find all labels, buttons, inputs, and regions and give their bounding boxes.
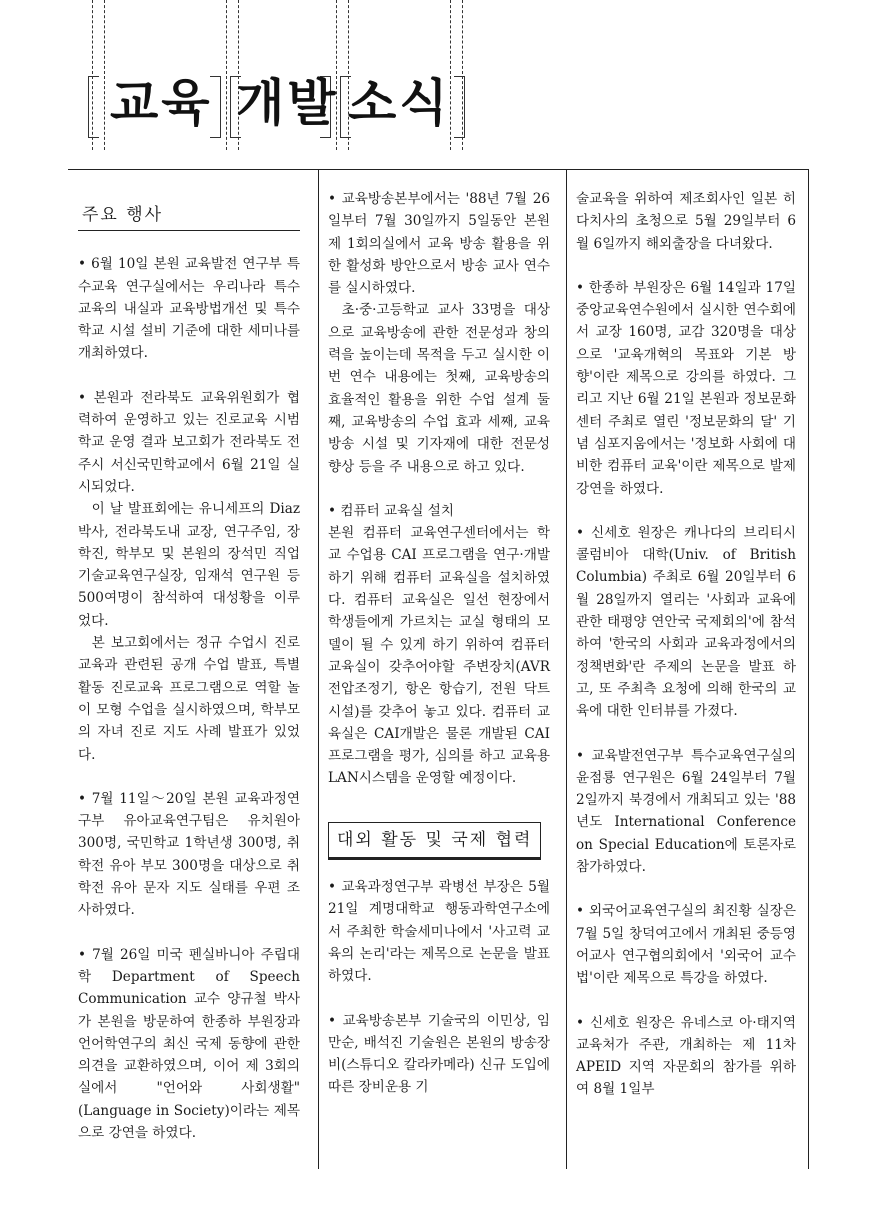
column-2 (328, 188, 550, 1099)
title-word-news: 소식 (348, 74, 451, 132)
section-heading-external-activities: 대외 활동 및 국제 협력 (328, 822, 541, 860)
article-paragraph: • 교육발전연구부 특수교육연구실의 윤점룡 연구원은 6월 24일부터 7월 2일까지 북경에서 개최되고 있는 '88년도 International Conference on Special Education에 토론자로 참가하였다. (576, 747, 796, 876)
title-word-development: 개발 (236, 74, 339, 132)
article-paragraph: • 교육방송본부 기술국의 이민상, 임만순, 배석진 기술원은 본원의 방송장비(스튜디오 칼라카메라) 신규 도입에 따른 장비운용 기 (328, 1012, 550, 1096)
article-paragraph: • 7월 11일～20일 본원 교육과정연구부 유아교육연구팀은 유치원아 300명, 국민학교 1학년생 300명, 취학전 유아 부모 300명을 대상으로 취학전 유아 문자 지도 실태를 우편 조사하였다. (78, 790, 300, 919)
bracket (88, 76, 99, 138)
bracket (454, 76, 465, 138)
article-paragraph: • 컴퓨터 교육실 설치 (328, 502, 455, 519)
article-paragraph: • 6월 10일 본원 교육발전 연구부 특수교육 연구실에서는 우리나라 특수교육의 내실과 교육방법개선 및 특수학교 시설 설비 기준에 대한 세미나를 개최하였다. (78, 256, 300, 362)
column-1 (78, 182, 300, 1144)
article-paragraph: • 교육방송본부에서는 '88년 7월 26일부터 7월 30일까지 5일동안 본원 제 1회의실에서 교육 방송 활용을 위한 활성화 방안으로서 방송 교사 연수를 실시하였다. (328, 191, 550, 297)
article-paragraph: 초·중·고등학교 교사 33명을 대상으로 교육방송에 관한 전문성과 창의력을 높이는데 목적을 두고 실시한 이번 연수 내용에는 첫째, 교육방송의 효율적인 활용을 위한 수업 설계 둘째, 교육방송의 수업 효과 세째, 교육방송 시설 및 기자재에 대한 전문성 향상 등을 주 내용으로 하고 있다. (328, 302, 550, 475)
section-heading-main-events: 주요 행사 (78, 204, 300, 231)
column-divider (566, 169, 567, 1169)
article-paragraph: 본원 컴퓨터 교육연구센터에서는 학교 수업용 CAI 프로그램을 연구·개발하기 위해 컴퓨터 교육실을 설치하였다. 컴퓨터 교육실은 일선 현장에서 학생들에게 가르치는 교실 형태의 모델이 될 수 있게 하기 위하여 컴퓨터 교육실이 갖추어야할 주변장치(AVR전압조정기, 항온 항습기, 전원 닥트시설)를 갖추어 놓고 있다. 컴퓨터 교육실은 CAI개발은 물론 개발된 CAI 프로그램을 평가, 심의를 하고 교육용 LAN시스템을 운영할 예정이다. (328, 525, 550, 787)
article-paragraph: • 교육과정연구부 곽병선 부장은 5월 21일 계명대학교 행동과학연구소에서 주최한 학술세미나에서 '사고력 교육의 논리'라는 제목으로 논문을 발표하였다. (328, 879, 550, 985)
title-area (80, 0, 480, 150)
title-word-education: 교육 (110, 74, 213, 132)
column-3 (576, 188, 796, 1101)
article-paragraph: • 7월 26일 미국 펜실바니아 주립대학 Department of Speech Communication 교수 양규철 박사가 본원을 방문하여 한종하 부원장과 언어학연구의 최신 국제 동향에 관한 의견을 교환하였으며, 이어 제 3회의실에서 "언어와 사회생활"(Language in Society)이라는 제목으로 강연을 하였다. (78, 946, 300, 1141)
article-paragraph: • 본원과 전라북도 교육위원회가 협력하여 운영하고 있는 진로교육 시범학교 운영 결과 보고회가 전라북도 전주시 서신국민학교에서 6월 21일 실시되었다. (78, 389, 300, 495)
article-paragraph: 이 날 발표회에는 유니세프의 Diaz박사, 전라북도내 교장, 연구주임, 장학진, 학부모 및 본원의 장석민 직업기술교육연구실장, 임재석 연구원 등 500여명이 참석하여 대성황을 이루었다. (78, 501, 300, 629)
article-paragraph: • 신세호 원장은 캐나다의 브리티시 콜럼비아 대학(Univ. of British Columbia) 주최로 6월 20일부터 6월 28일까지 열리는 '사회과 교육에 관한 태평양 연안국 국제회의'에 참석하여 '한국의 사회과 교육과정에서의 정책변화'란 주제의 논문을 발표 하고, 또 주최측 요청에 의해 한국의 교육에 대한 인터뷰를 가졌다. (576, 524, 796, 720)
column-divider (318, 169, 319, 1169)
article-paragraph: 본 보고회에서는 정규 수업시 진로교육과 관련된 공개 수업 발표, 특별활동 진로교육 프로그램으로 역할 놀이 모형 수업을 실시하였으며, 학부모의 자녀 진로 지도 사례 발표가 있었다. (78, 635, 300, 763)
article-paragraph: • 외국어교육연구실의 최진황 실장은 7월 5일 창덕여고에서 개최된 중등영어교사 연구협의회에서 '외국어 교수법'이란 제목으로 특강을 하였다. (576, 903, 796, 987)
guide-line (104, 0, 105, 150)
article-paragraph: • 한종하 부원장은 6월 14일과 17일 중앙교육연수원에서 실시한 연수회에서 교장 160명, 교감 320명을 대상으로 '교육개혁의 목표와 기본 방향'이란 제목으로 강의를 하였다. 그리고 지난 6월 21일 본원과 정보문화센터 주최로 열린 '정보문화의 달' 기념 심포지움에서는 '정보화 사회에 대비한 컴퓨터 교육'이란 제목으로 발제 강연을 하였다. (576, 279, 796, 497)
article-paragraph: 술교육을 위하여 제조회사인 일본 히다치사의 초청으로 5월 29일부터 6월 6일까지 해외출장을 다녀왔다. (576, 191, 796, 252)
article-paragraph: • 신세호 원장은 유네스코 아·태지역 교육처가 주관, 개최하는 제 11차 APEID 지역 자문회의 참가를 위하여 8월 1일부 (576, 1014, 796, 1098)
guide-line (226, 0, 227, 150)
column-divider (808, 169, 809, 1169)
